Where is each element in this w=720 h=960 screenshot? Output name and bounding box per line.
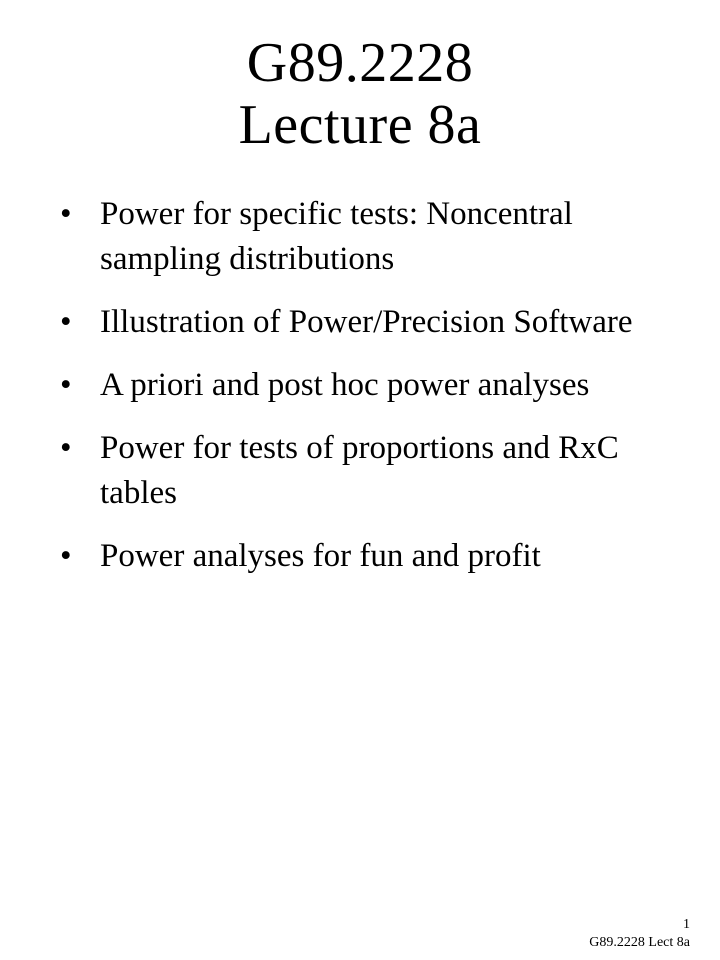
slide-title [0,32,720,156]
bullet-text: A priori and post hoc power analyses [100,367,590,403]
bullet-item [60,426,700,516]
lecture-title: Lecture 8a [238,94,482,156]
bullet-icon: • [60,304,72,340]
bullet-list [60,192,700,597]
bullet-item [60,363,700,408]
bullet-icon: • [60,538,72,574]
page-number: 1 [683,917,690,932]
bullet-text: Illustration of Power/Precision Software [100,304,633,340]
course-code: G89.2228 [246,32,474,94]
footer-label: G89.2228 Lect 8a [589,935,690,950]
bullet-item [60,192,700,282]
bullet-text: Power for tests of proportions and RxC tables [100,430,619,511]
bullet-icon: • [60,430,72,466]
bullet-text: Power for specific tests: Noncentral sampling distributions [100,196,573,277]
bullet-text: Power analyses for fun and profit [100,538,541,574]
bullet-item [60,300,700,345]
bullet-icon: • [60,367,72,403]
slide-footer [589,916,690,952]
bullet-item [60,534,700,579]
bullet-icon: • [60,196,72,232]
